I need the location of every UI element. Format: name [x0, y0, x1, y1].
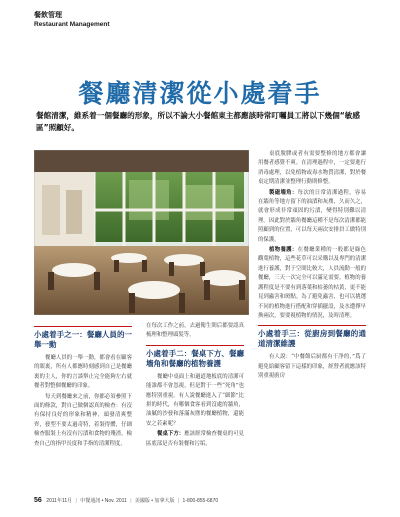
footer-phone: 1-800-855-6870: [182, 498, 219, 504]
section-label-en: Restaurant Management: [34, 21, 110, 28]
page-number: 56: [34, 497, 42, 504]
paragraph: 在每次工作之前，去過衛生間后都要認真梳理和整理頭髮等。: [146, 323, 244, 339]
paragraph: 有人說：“中餐館后厨都有干净的，”爲了避免給顧客留下這樣的印象，經營者就應該特別重視廚房: [258, 354, 366, 380]
section-header: [34, 10, 110, 28]
paragraph: [258, 246, 366, 321]
paragraph: 餐廳人員的一舉一動，都會看在顧客的眼裏，所有人都應時刻感到自己是餐廳裏的主人，你的言談舉止完全能夠左右就餐者對整個餐廳的印象。: [34, 355, 132, 390]
section-label-zh: 餐飲管理: [34, 11, 62, 19]
subheading: 小處着手之一：餐廳人員的一舉一動: [34, 326, 132, 350]
restaurant-photo: [34, 150, 249, 315]
article-column-left: [34, 322, 132, 450]
paragraph-text: 應該經常檢查餐桌的可見區底部是否有裝餐和污垢，: [146, 431, 244, 447]
footer-separator: |: [130, 498, 132, 504]
footer-publication: 中餐通訊 • Nov. 2011: [80, 498, 127, 504]
paragraph: [258, 189, 366, 245]
paragraph-heading: 製磁墻角：: [269, 189, 298, 196]
article-column-right: [258, 150, 366, 383]
paragraph-heading: 植物養護：: [269, 247, 298, 254]
paragraph: 桌底脫膠或者有需要整修的地方都會讓用餐者感覺不爽。在清理過程中，一定要進行消毒處理，以免植物或毒水物質清潔，對於餐桌定期清潔並整理行動則修整。: [258, 151, 366, 186]
subheading: 小處着手三：從廚房到餐廳的通道清潔維護: [258, 325, 366, 349]
footer-separator: |: [75, 498, 77, 504]
subheading: 小處着手二：餐桌下方、餐廳墻角和餐廳的植物養護: [146, 345, 244, 369]
footer-date: 2011年11月: [46, 498, 73, 504]
paragraph-heading: 餐桌下方：: [157, 431, 185, 438]
paragraph: 餐廳中桌面上和過道地板底的清潔可能誰都不會忽視，但是對于一些“死角”也應特別重視。有人說餐廳進入了“細節”比拼的時代，有哪個食客看到沒處的牆角，油膩的沙發和落滿灰塵的餐廳植物，還能安之若素呢？: [146, 373, 244, 427]
article-title: 餐廳清潔從小處着手: [78, 79, 322, 108]
footer-separator: |: [177, 498, 180, 504]
paragraph-text: 在餐廳業種的一般都是綠色觀葉植物，這些花草可以采購以及專門的清潔進行養護，對于空間比較大，人員流動一般的餐廳，三天一次完全可以滿足需要。植物的養護程度是不要有到落葉和枯萎的枯黃，更不能見到蟲害和斑點。為了避免蟲害，也可以挑選不同的植物進行搭配和穿插擺設，及水遭擇早換兩次，要要視植物的情況，及時清理。: [258, 247, 366, 319]
article-lead: 餐館清潔，維系着一個餐廳的形象，所以不論大小餐館東主都應該時常叮囑員工將以下幾個“敏感區”照顧好。: [36, 111, 360, 132]
paragraph: 每天到餐廳來之前，你都必須參照下面的條款，對自己做個認真的檢查：有沒有保持良好的形象和精神，頭發清爽整齊，發型不要太過奇特，着裝得體，仔細檢查服裝上有沒有污漬和食物的殘渣，檢查自己的指甲長度和手指的清潔程度，: [34, 393, 132, 447]
paragraph: [146, 430, 244, 449]
page-footer: [34, 497, 218, 504]
footer-edition: 美國版 • 加拿大版: [134, 498, 175, 504]
paragraph-text: 每次的日常清潔過程，容易在牆角等地方留下的油漬和灰塵，久而久之，就會形成非常頑固的污漬，變得特別難以清理。因此對於牆角餐廳這種不是每次清潔都能照顧到的位置，可以每天兩次安排員工做特別的保護。: [258, 189, 366, 243]
article-column-middle: [146, 322, 244, 450]
